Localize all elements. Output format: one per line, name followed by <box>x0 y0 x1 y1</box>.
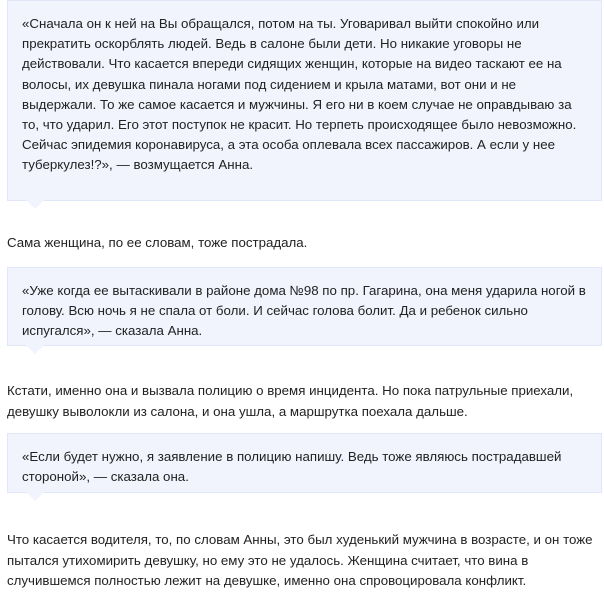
quote-text-1: «Сначала он к ней на Вы обращался, потом на ты. Уговаривал выйти спокойно или прекратить оскорблять людей. Ведь в салоне были дети. Но никакие уговоры не действовали. Что касается впереди сидящих женщин, которые на видео таскают ее на волосы, их девушка пинала ногами под сидением и крыла матами, вот они и не выдержали. То же самое касается и мужчины. Я его ни в коем случае не оправдываю за то, что ударил. Его этот поступок не красит. Но терпеть происходящее было невозможно. Сейчас эпидемия коронавируса, а эта особа оплевала всех пассажиров. А если у нее туберкулез!?», — возмущается Анна. <box>22 16 577 173</box>
quote-block-1 <box>7 0 602 201</box>
paragraph-2: Кстати, именно она и вызвала полицию о время инцидента. Но пока патрульные приехали, девушку выволокли из салона, и она ушла, а маршрутка поехала дальше. <box>7 383 574 419</box>
quote-block-2 <box>7 267 602 346</box>
paragraph-1: Сама женщина, по ее словам, тоже пострадала. <box>7 235 308 250</box>
paragraph-3: Что касается водителя, то, по словам Анны, это был худенький мужчина в возрасте, и он тоже пытался утихомирить девушку, но ему это не удалось. Женщина считает, что вина в случившемся полностью лежит на девушке, именно она спровоцировала конфликт. <box>7 532 593 588</box>
quote-text-3: «Если будет нужно, я заявление в полицию напишу. Ведь тоже являюсь пострадавшей стороной», — сказала она. <box>22 449 562 485</box>
quote-text-2: «Уже когда ее вытаскивали в районе дома №98 по пр. Гагарина, она меня ударила ногой в голову. Всю ночь я не спала от боли. И сейчас голова болит. Да и ребенок сильно испугался», — сказала Анна. <box>22 283 586 339</box>
quote-block-3 <box>7 433 602 493</box>
